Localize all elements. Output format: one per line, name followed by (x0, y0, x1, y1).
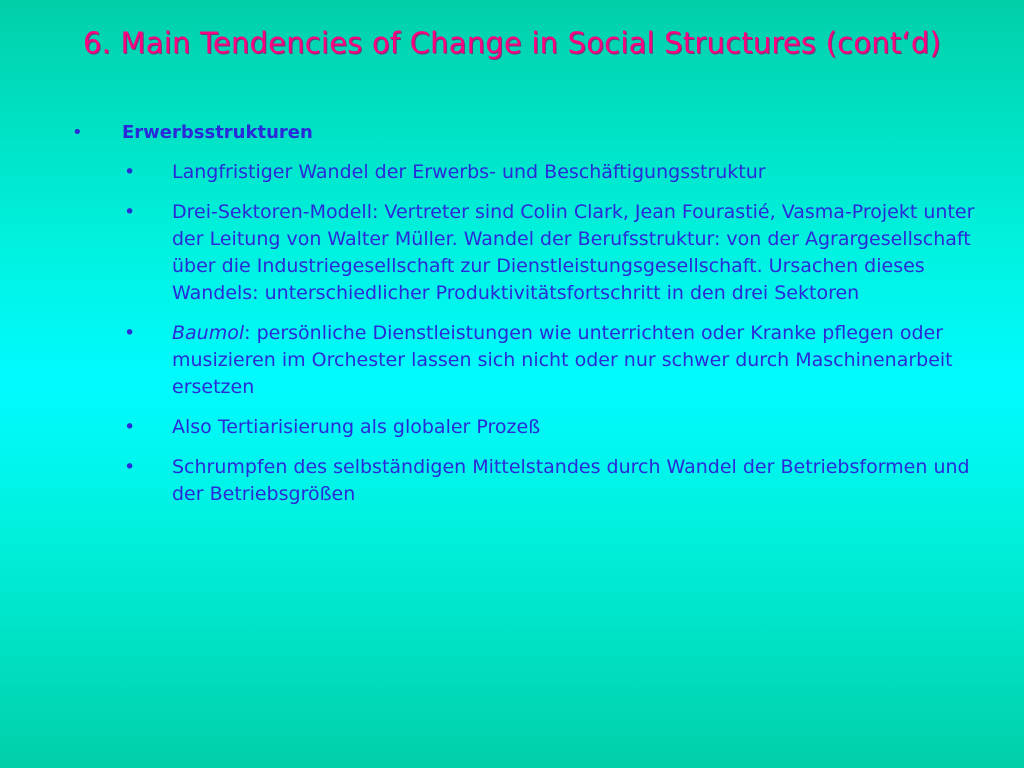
bullet-icon: • (124, 416, 136, 438)
list-item-text: Also Tertiarisierung als globaler Prozeß (172, 416, 541, 438)
section-heading-text: Erwerbsstrukturen (122, 122, 313, 143)
list-item (0, 320, 1024, 401)
list-item (0, 454, 1024, 508)
list-item (0, 414, 1024, 441)
bullet-list (0, 119, 1024, 508)
bullet-icon: • (124, 201, 136, 223)
list-item-text: Langfristiger Wandel der Erwerbs- und Beschäftigungsstruktur (172, 161, 766, 183)
list-item (0, 159, 1024, 186)
slide-title: 6. Main Tendencies of Change in Social Structures (cont‘d) (83, 26, 941, 60)
list-item-text: : persönliche Dienstleistungen wie unterrichten oder Kranke pflegen oder musizieren im Orchester lassen sich nicht oder nur schwer durch Maschinenarbeit ersetzen (172, 322, 953, 398)
section-heading (0, 119, 1024, 146)
list-item-text: Schrumpfen des selbständigen Mittelstandes durch Wandel der Betriebsformen und der Betriebsgrößen (172, 456, 970, 505)
list-item-lead: Baumol (172, 322, 245, 344)
list-item (0, 199, 1024, 307)
bullet-icon: • (124, 161, 136, 183)
bullet-icon: • (124, 456, 136, 478)
list-item-text: Drei-Sektoren-Modell: Vertreter sind Colin Clark, Jean Fourastié, Vasma-Projekt unter der Leitung von Walter Müller. Wandel der Berufsstruktur: von der Agrargesellschaft über die Industriegesellschaft zur Dienstleistungsgesellschaft. Ursachen dieses Wandels: unterschiedlicher Produktivitätsfortschritt in den drei Sektoren (172, 201, 975, 304)
bullet-icon: • (72, 122, 83, 143)
bullet-icon: • (124, 322, 136, 344)
